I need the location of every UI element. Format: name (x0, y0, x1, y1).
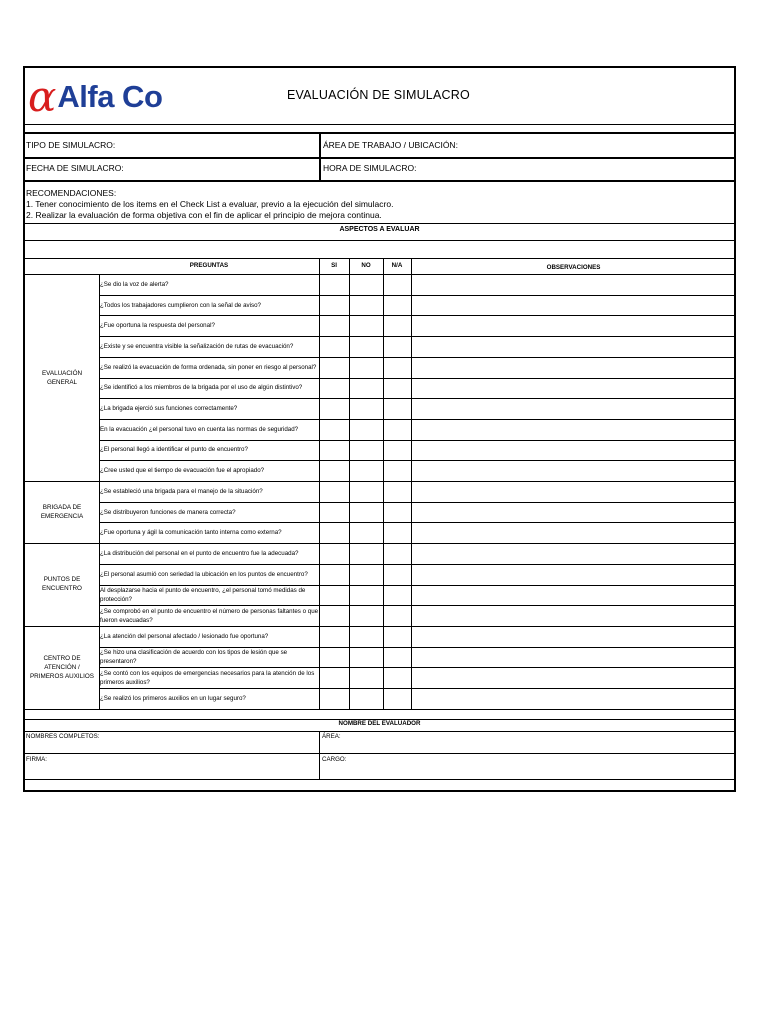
divider (319, 132, 321, 180)
aspectos-title: ASPECTOS A EVALUAR (339, 226, 420, 233)
header-no: NO (361, 262, 371, 269)
area-label: ÁREA: (322, 733, 341, 740)
divider (25, 157, 734, 159)
divider (25, 124, 734, 125)
divider (411, 258, 412, 709)
question-text: ¿Fue oportuna la respuesta del personal? (100, 322, 215, 330)
cargo-label: CARGO: (322, 756, 347, 763)
area-trabajo-label: ÁREA DE TRABAJO / UBICACIÓN: (323, 140, 458, 150)
question-text: ¿Se realizó la evacuación de forma ordenada, sin poner en riesgo al personal? (100, 363, 317, 371)
divider (25, 240, 734, 241)
question-text: ¿El personal asumió con seriedad la ubicación en los puntos de encuentro? (100, 570, 308, 578)
section-label: PUNTOS DE ENCUENTRO (42, 576, 82, 593)
divider (25, 779, 734, 780)
divider (25, 223, 734, 224)
nombres-completos-label: NOMBRES COMPLETOS: (26, 733, 100, 740)
section-label: CENTRO DE ATENCIÓN / PRIMEROS AUXILIOS (29, 654, 95, 680)
divider (383, 258, 384, 709)
divider (25, 180, 734, 182)
divider (25, 731, 734, 732)
row-divider (25, 709, 734, 710)
header-si: SI (331, 262, 337, 269)
question-text: ¿La distribución del personal en el punto de encuentro fue la adecuada? (100, 549, 299, 557)
question-text: ¿Fue oportuna y ágil la comunicación tanto interna como externa? (100, 529, 282, 537)
company-logo (28, 72, 196, 121)
question-text: ¿La atención del personal afectado / lesionado fue oportuna? (100, 632, 269, 640)
recomendacion-item: 1. Tener conocimiento de los items en el Check List a evaluar, previo a la ejecución del simulacro. (26, 199, 394, 209)
firma-label: FIRMA: (26, 756, 47, 763)
recomendaciones (26, 188, 726, 221)
fecha-simulacro-label: FECHA DE SIMULACRO: (26, 163, 124, 173)
question-text: ¿La brigada ejerció sus funciones correctamente? (100, 405, 238, 413)
question-text: ¿El personal llegó a identificar el punto de encuentro? (100, 446, 248, 454)
hora-simulacro-label: HORA DE SIMULACRO: (323, 163, 417, 173)
question-text: ¿Existe y se encuentra visible la señalización de rutas de evacuación? (100, 342, 294, 350)
divider (319, 731, 320, 779)
divider (25, 258, 734, 259)
question-text: ¿Se dio la voz de alerta? (100, 280, 169, 288)
question-text: ¿Todos los trabajadores cumplieron con la señal de aviso? (100, 301, 261, 309)
divider (25, 132, 734, 134)
page-title: EVALUACIÓN DE SIMULACRO (287, 88, 470, 102)
evaluador-title: NOMBRE DEL EVALUADOR (338, 720, 421, 727)
question-text: Al desplazarse hacia el punto de encuentro, ¿el personal tomó medidas de protección? (100, 586, 306, 603)
header-preguntas: PREGUNTAS (189, 262, 229, 269)
header-observaciones: OBSERVACIONES (546, 264, 601, 271)
question-text: En la evacuación ¿el personal tuvo en cuenta las normas de seguridad? (100, 425, 299, 433)
section-label: BRIGADA DE EMERGENCIA (40, 504, 84, 521)
header-na: N/A (391, 262, 403, 269)
tipo-simulacro-label: TIPO DE SIMULACRO: (26, 140, 116, 150)
recomendaciones-title: RECOMENDACIONES: (26, 188, 117, 198)
question-text: ¿Cree usted que el tiempo de evacuación fue el apropiado? (100, 467, 265, 475)
question-text: ¿Se contó con los equipos de emergencias necesarios para la atención de los primeros auxilios? (100, 669, 315, 686)
divider (349, 258, 350, 709)
recomendacion-item: 2. Realizar la evaluación de forma objetiva con el fin de aplicar el principio de mejora continua. (26, 210, 382, 220)
question-text: ¿Se realizó los primeros auxilios en un lugar seguro? (100, 694, 246, 702)
divider (319, 258, 320, 709)
logo-alpha-symbol: α (28, 72, 57, 121)
question-text: ¿Se hizo una clasificación de acuerdo con los tipos de lesión que se presentaron? (100, 648, 288, 665)
divider (25, 753, 734, 754)
question-text: ¿Se comprobó en el punto de encuentro el número de personas faltantes o que fueron evacuadas? (100, 607, 319, 624)
section-label: EVALUACIÓN GENERAL (41, 369, 83, 386)
question-text: ¿Se estableció una brigada para el manejo de la situación? (100, 487, 263, 495)
logo-text: Alfa Co (57, 79, 163, 114)
question-text: ¿Se identificó a los miembros de la brigada por el uso de algún distintivo? (100, 384, 303, 392)
evaluation-form (23, 66, 736, 792)
question-text: ¿Se distribuyeron funciones de manera correcta? (100, 508, 236, 516)
